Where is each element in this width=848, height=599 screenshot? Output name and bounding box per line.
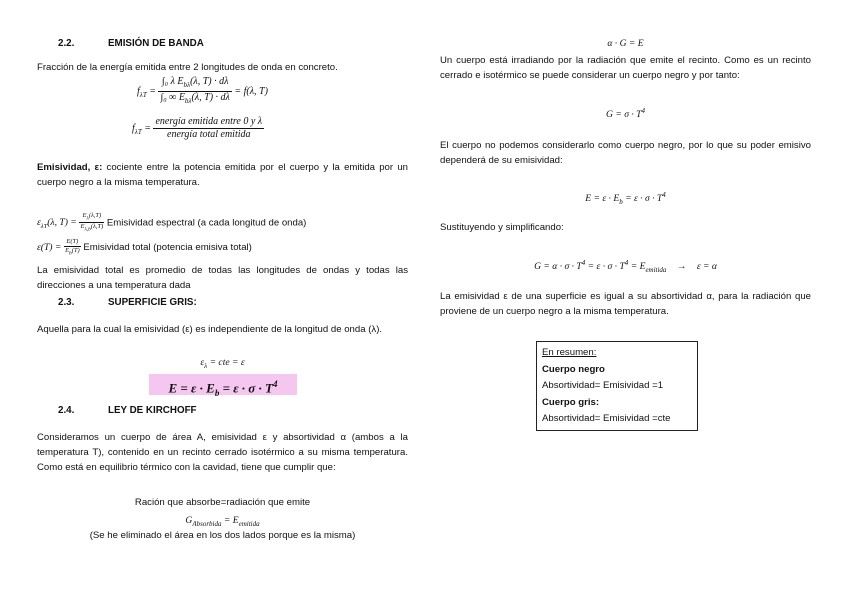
eliminado-note: (Se he eliminado el área en los dos lados porque es la misma) — [89, 530, 356, 541]
equation-emisividad-espectral — [37, 212, 306, 235]
equation-epsilon-cte — [37, 356, 408, 373]
section-2-4-heading — [58, 404, 197, 419]
eq-b: = ε · σ · T — [222, 380, 274, 396]
eq-den-sub: b — [69, 250, 72, 257]
eq-lhs: ε — [37, 217, 41, 229]
cuerpo-negro-value: Absortividad= Emisividad =1 — [542, 380, 664, 391]
eq-a: E = ε · E — [585, 193, 620, 205]
section-2-3-heading — [58, 296, 197, 311]
eq-num: ∫₀ λ E — [161, 76, 184, 87]
eq-b-sup: 4 — [624, 259, 629, 267]
section-title: SUPERFICIE GRIS: — [108, 297, 197, 308]
equation-kirchoff-result — [440, 256, 811, 278]
eq-b-sup: 4 — [662, 191, 666, 199]
eq-den: energía total emitida — [167, 129, 251, 140]
fraction-intro: Fracción de la energía emitida entre 2 longitudes de onda en concreto. — [37, 62, 338, 73]
section-title: LEY DE KIRCHOFF — [108, 405, 197, 416]
eq-den-tail: (λ,T) — [90, 223, 104, 231]
eq-lhs-sub: λT — [139, 90, 147, 99]
eq-fraction — [64, 238, 81, 257]
eq-num: E(T) — [64, 238, 81, 247]
eq-num-tail: (λ, T) · dλ — [190, 76, 229, 87]
eq-lhs: f — [132, 122, 135, 134]
eq-a-sup: 4 — [581, 259, 586, 267]
equation-e-epsilon — [440, 188, 811, 210]
eq-a-sub: λ — [204, 361, 208, 370]
no-negro-text: El cuerpo no podemos considerarlo como cuerpo negro, por lo que su poder emisivo dependerá de su emisividad: — [440, 140, 811, 167]
eq-den: E — [65, 247, 70, 254]
section-number: 2.4. — [58, 405, 75, 416]
equation-fraction-integral: $f_{\lambda T}$ = $\frac{\int_0 \lambda E_{b\lambda}(\lambda, T) \cdot d\lambda}{\int_0 \infty E_{b\lambda}(\lambda, T) \cdot d\lambda}$ = f(λ, T) — [137, 76, 268, 105]
eq-rhs: = f(λ, T) — [234, 85, 268, 97]
gris-definition: Aquella para la cual la emisividad (ε) es independiente de la longitud de onda (λ). — [37, 324, 383, 335]
eq-b-sup: 4 — [273, 379, 278, 389]
eq-num-tail: (λ,T) — [88, 212, 102, 219]
emisividad-def-text: cociente entre la potencia emitida por el cuerpo y la emitida por un cuerpo negro a la misma temperatura. — [37, 162, 408, 189]
eq-num-sub: λ — [86, 215, 89, 222]
eq-c-sub: emitida — [645, 266, 667, 275]
eq-a-sub: b — [619, 198, 623, 207]
cuerpo-gris-label: Cuerpo gris: — [542, 396, 600, 408]
cuerpo-gris-value: Absortividad= Emisividad =cte — [542, 413, 671, 424]
resumen-box — [536, 341, 698, 431]
eq-den-tail: (T) — [71, 247, 80, 254]
promedio-text: La emisividad total es promedio de todas las longitudes de ondas y todas las direcciones a una temperatura dada — [37, 265, 408, 292]
section-2-2-heading — [58, 37, 204, 52]
section-number: 2.3. — [58, 297, 75, 308]
emisividad-definition — [37, 160, 408, 190]
eq-a: G = α · σ · T — [534, 261, 582, 273]
eq-fraction — [79, 212, 104, 234]
eq-den-sub: bλ — [184, 97, 192, 105]
eq-num-sub: bλ — [183, 81, 191, 89]
eq-lhs: ε(T) = — [37, 242, 62, 254]
eq-den-tail: (λ, T) · dλ — [191, 92, 230, 103]
eq-lhs: f — [137, 85, 140, 97]
eq-description: Emisividad total (potencia emisiva total) — [83, 242, 252, 254]
equation-fraction-words: $f_{\lambda T}$ = $\frac{\text{energía emitida entre 0 y λ}}{\text{energía total emitida}}$ — [132, 116, 263, 140]
eq-fraction — [158, 76, 231, 107]
eq-c: = E — [630, 261, 646, 273]
eq-a: ε — [200, 357, 205, 368]
cuerpo-negro-label: Cuerpo negro — [542, 363, 605, 375]
eq-a-sub: b — [214, 387, 220, 398]
arrow-icon: → — [676, 261, 687, 273]
eq-den-sub: λ,b — [84, 226, 91, 233]
eq-a: G = σ · T — [606, 109, 642, 121]
eq-lhs-sub: λT — [134, 127, 142, 136]
eq-a: E = ε · E — [168, 380, 215, 396]
eq-description: Emisividad espectral (a cada longitud de onda) — [106, 217, 307, 229]
eq-d: ε = α — [696, 261, 717, 273]
eq-fraction — [153, 116, 264, 141]
section-title: EMISIÓN DE BANDA — [108, 38, 204, 49]
eq-b: = cte = ε — [209, 357, 245, 368]
conclusion-text: La emisividad ε de una superficie es igual a su absortividad α, para la radiación que proviene de un cuerpo negro a la misma temperatura. — [440, 291, 811, 318]
eq-a-sub: Absorbida — [192, 519, 222, 528]
equation-g-sigma — [440, 104, 811, 123]
eq-num: E — [82, 212, 87, 219]
eq-den: ∫₀ ∞ E — [160, 92, 185, 103]
eq-a-sup: 4 — [641, 107, 645, 115]
eq-num: energía emitida entre 0 y λ — [155, 116, 263, 127]
kirchoff-text: Consideramos un cuerpo de área A, emisividad ε y absortividad α (ambos a la temperatura T), contenido en un recinto cerrado isotérmico a su misma temperatura. Como está en equilibrio térmico con la cavidad, tiene que cumplir que: — [37, 432, 408, 474]
eq-lhs-sub: λT — [40, 223, 48, 231]
eq-b: = E — [223, 515, 239, 526]
eq-den: E — [80, 223, 85, 231]
eq-a: G — [185, 515, 193, 526]
racion-text: Ración que absorbe=radiación que emite — [134, 497, 311, 508]
sustituyendo-text: Sustituyendo y simplificando: — [440, 222, 564, 233]
eq-b: = ε · σ · T — [587, 261, 625, 273]
highlighted-equation — [149, 374, 297, 398]
eq-b: = ε · σ · T — [625, 193, 663, 205]
eq-b-sub: emitida — [238, 519, 260, 528]
emisividad-term: Emisividad, ε: — [37, 162, 103, 173]
eq-lhs-args: (λ, T) = — [47, 217, 77, 229]
section-number: 2.2. — [58, 38, 75, 49]
equation-emisividad-total — [37, 238, 252, 257]
irradiado-text: Un cuerpo está irradiando por la radiación que emite el recinto. Como es un recinto cerrado e isotérmico se puede considerar un cuerpo negro y por tanto: — [440, 55, 811, 82]
equation-alpha-g: α · G = E — [607, 38, 644, 49]
resumen-title: En resumen: — [542, 347, 597, 358]
